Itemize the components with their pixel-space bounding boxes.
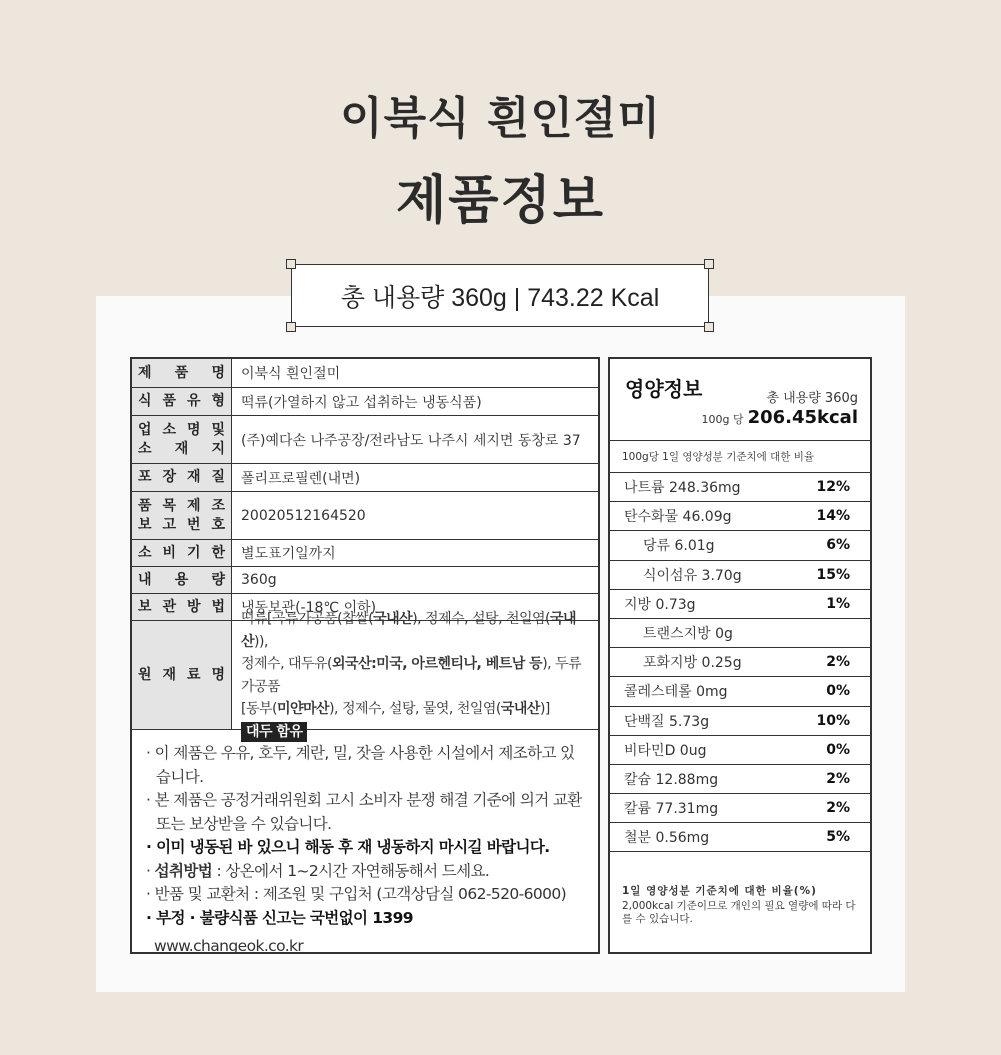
nutrition-kcal: 206.45kcal [747,407,858,428]
nutrition-total: 총 내용량 360g [766,391,858,406]
row-label: 포 장 재 질 [138,469,225,485]
row-value: 폴리프로필렌(내면) [241,470,361,487]
nutrient-row: 콜레스테롤 0mg 0% [610,677,870,706]
nutrient-row: 포화지방 0.25g 2% [610,648,870,677]
info-row-expiry [132,540,598,567]
ingredients-line: 떡류[곡류가공품(찹쌀(국내산), 정제수, 설탕, 천일염(국내산)), [241,611,577,650]
allergen-badge: 대두 함유 [241,722,307,742]
row-label: 품 목 제 조 [138,497,225,514]
note-line: · 이 제품은 우유, 호두, 계란, 밀, 잣을 사용한 시설에서 제조하고 있습니다. [146,744,575,786]
row-value: 떡류(가열하지 않고 섭취하는 냉동식품) [241,394,482,411]
row-value: 360g [241,572,277,588]
website-link[interactable]: www.changeok.co.kr [154,937,304,955]
info-row-food-type [132,388,598,416]
note-line: · 이미 냉동된 바 있으니 해동 후 재 냉동하지 마시길 바랍니다. [146,838,550,856]
nutrition-title: 영양정보 [625,377,703,401]
nutrient-row: 나트륨 248.36mg 12% [610,473,870,502]
row-label: 원 재 료 명 [138,666,225,683]
nutrient-row: 식이섬유 3.70g 15% [610,561,870,590]
nutrient-row: 트랜스지방 0g [610,619,870,648]
row-label: 제 품 명 [138,364,225,381]
info-row-packaging [132,464,598,492]
row-label: 보 관 방 법 [138,598,225,615]
note-line: · 반품 및 교환처 : 제조원 및 구입처 (고객상담실 062-520-6000) [146,885,567,903]
nutrient-row: 철분 0.56mg 5% [610,823,870,852]
nutrition-subheader: 100g당 1일 영양성분 기준치에 대한 비율 [610,441,870,473]
note-line: · 부정 · 불량식품 신고는 국번없이 1399 [146,908,413,927]
nutrition-header [610,359,870,441]
row-value: 20020512164520 [241,507,366,524]
total-content-text: 총 내용량 360g | 743.22 Kcal [340,283,660,312]
product-info-table [130,357,600,954]
nutrient-row: 칼륨 77.31mg 2% [610,794,870,823]
row-value: 이북식 흰인절미 [241,366,341,382]
nutrient-row: 칼슘 12.88mg 2% [610,765,870,794]
ingredients-line: [동부(미얀마산), 정제수, 설탕, 물엿, 천일염(국내산)] [241,701,550,718]
info-row-report-number [132,492,598,540]
nutrient-row: 단백질 5.73g 10% [610,707,870,736]
nutrition-per: 100g 당 206.45kcal [701,407,858,428]
nutrient-row: 탄수화물 46.09g 14% [610,502,870,531]
row-label: 보 고 번 호 [138,516,225,533]
nutrient-row: 지방 0.73g 1% [610,590,870,619]
note-bold: 섭취방법 [154,861,213,880]
row-label: 내 용 량 [138,571,225,588]
ingredients-line: 정제수, 대두유(외국산:미국, 아르헨티나, 베트남 등), 두류가공품 [241,656,582,695]
product-title: 이북식 흰인절미 [340,93,661,144]
total-content-box [291,264,709,327]
row-label: 식 품 유 형 [138,393,225,409]
nutrient-row: 당류 6.01g 6% [610,531,870,560]
info-row-product-name [132,359,598,388]
section-title: 제품정보 [396,171,605,231]
footnote-text: 2,000kcal 기준이므로 개인의 필요 열량에 따라 다를 수 있습니다. [622,900,856,925]
row-value: 냉동보관(-18℃ 이하) [241,600,377,616]
note-line: · 섭취방법 : 상온에서 1~2시간 자연해동해서 드세요. [146,861,490,880]
nutrition-panel [608,357,872,954]
info-row-content [132,567,598,594]
row-label: 업 소 명 및 [138,421,225,438]
nutrient-row: 비타민D 0ug 0% [610,736,870,765]
row-label: 소 재 지 [138,440,225,457]
info-row-manufacturer [132,416,598,464]
nutrition-footnote [622,885,860,926]
info-row-ingredients [132,611,598,740]
note-line: · 본 제품은 공정거래위원회 고시 소비자 분쟁 해결 기준에 의거 교환 또는 보상받을 수 있습니다. [146,791,582,833]
row-value: (주)예다손 나주공장/전라남도 나주시 세지면 동창로 37 [241,432,581,449]
ingredients-value [232,611,598,740]
footnote-title: 1일 영양성분 기준치에 대한 비율(%) [622,885,817,897]
row-value: 별도표기일까지 [241,546,336,562]
notes-section [132,730,598,959]
row-label: 소 비 기 한 [138,544,225,561]
